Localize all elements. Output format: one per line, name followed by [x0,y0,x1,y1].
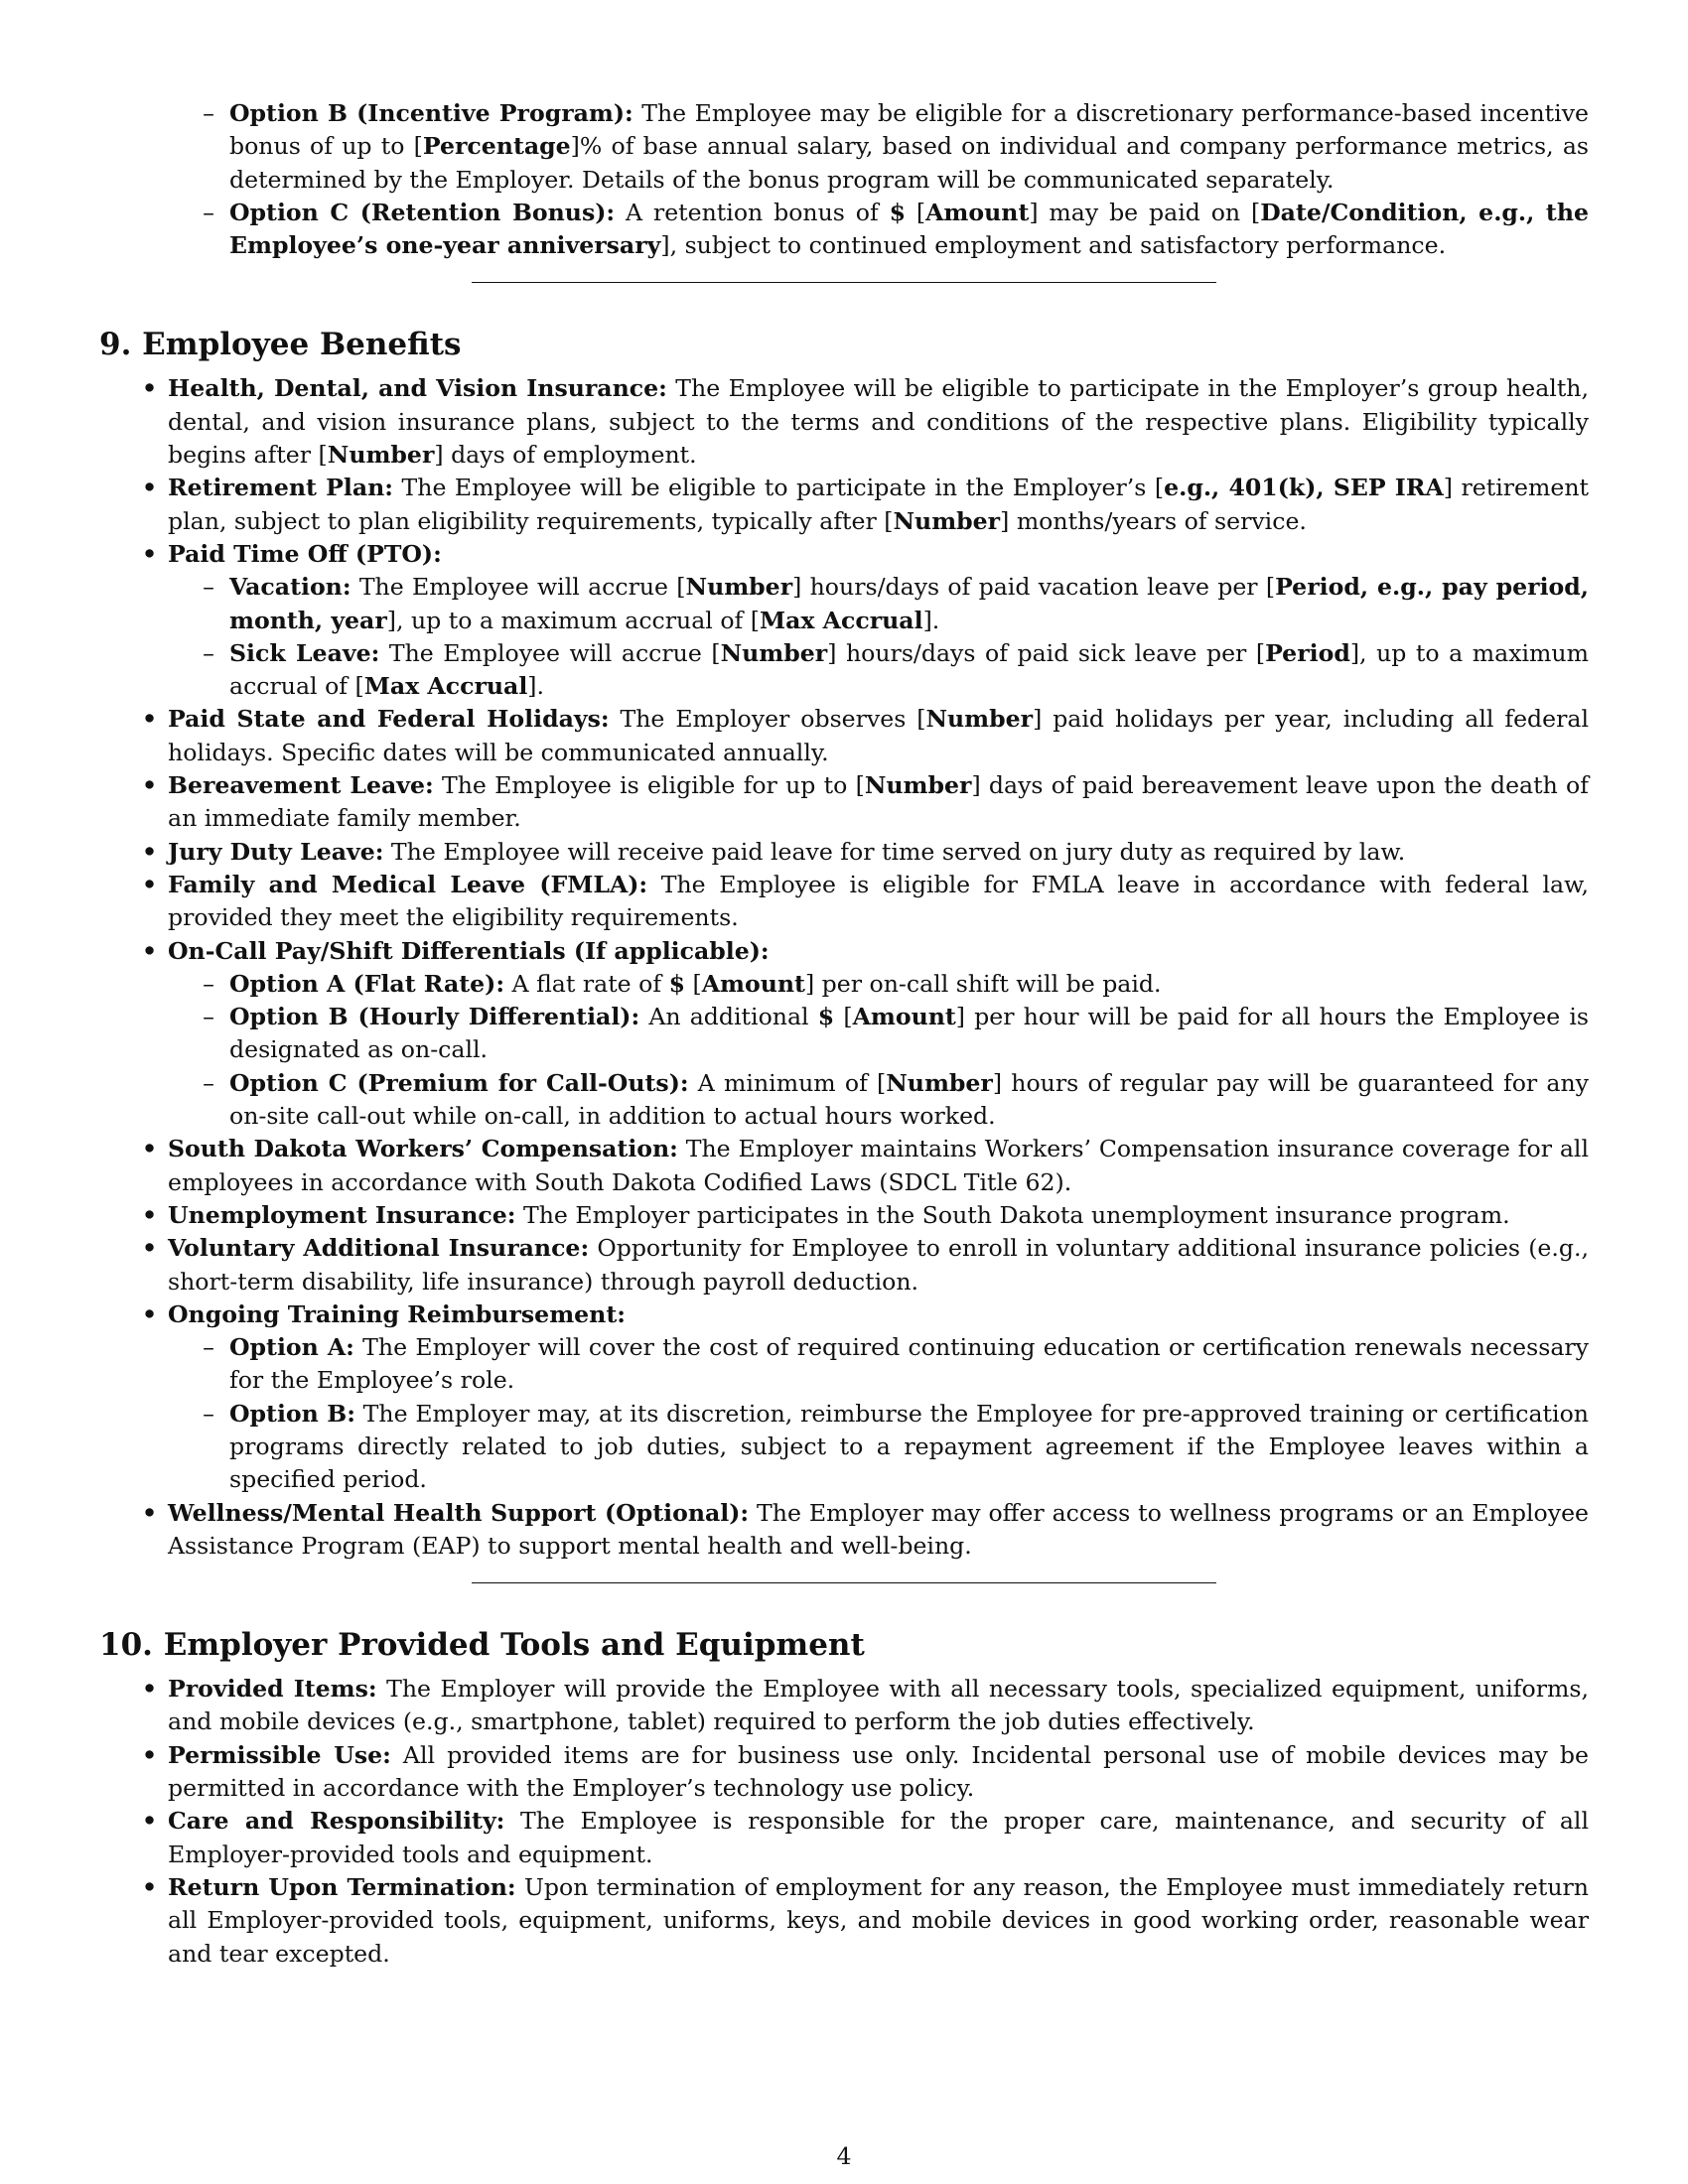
item-lead: Return Upon Termination: [168,1872,516,1901]
item-text: The Employer maintains Workers’ Compensation insurance coverage for all employees in accordance with South Dakota Codified Laws (SDCL Title 62). [168,1135,1590,1196]
dash-marker: – [203,1399,214,1428]
placeholder-field: Number [685,573,793,602]
item-text: The Employee will be eligible to participate in the Employer’s group health, dental, and vision insurance plans, subject to the terms and conditions of the respective plans. Eligibility typically begins after [ [168,374,1589,470]
item-text: The Employee is eligible for up to [ [433,771,865,800]
item-text: ] hours of regular pay will be guaranteed for any on-site call-out while on-call, in addition to actual hours worked. [229,1068,1589,1131]
bullet-marker: • [142,1807,158,1836]
employee-benefits-list [99,372,1589,1563]
item-text: The Employee will be eligible to participate in the Employer’s [ [393,474,1165,502]
bullet-marker: • [142,771,158,800]
item-text: The Employee will accrue [ [351,573,686,602]
item-lead: Voluntary Additional Insurance: [168,1234,590,1263]
item-text: ], up to a maximum accrual of [ [386,606,760,634]
item-text: ], subject to continued employment and satisfactory performance. [660,231,1447,260]
section-10-heading: 10. Employer Provided Tools and Equipment [99,1627,865,1664]
bullet-marker: • [142,1135,158,1163]
item-text: ] paid holidays per year, including all federal holidays. Specific dates will be communicated annually. [168,705,1589,766]
sub-list-item [203,1001,1589,1067]
bullet-marker: • [142,837,158,866]
bullet-marker: • [142,374,158,403]
item-lead: Vacation: [229,573,352,602]
placeholder-field: Amount [852,1003,956,1031]
placeholder-field: Number [893,506,1001,535]
dash-marker: – [203,1003,214,1031]
list-item [142,372,1589,472]
item-text: A retention bonus of [615,198,890,226]
list-item [142,1497,1589,1564]
dash-marker: – [203,969,214,998]
placeholder-field: Number [327,441,435,470]
item-text: The Employer may, at its discretion, reimburse the Employee for pre-approved training or certification programs directly related to job duties, subject to a repayment agreement if the Employee leaves within a specified period. [229,1399,1589,1494]
list-item [142,1805,1589,1871]
item-lead: Health, Dental, and Vision Insurance: [168,374,667,403]
item-text: ]. [922,606,940,634]
item-lead: Paid Time Off (PTO): [168,539,442,568]
item-lead: Paid State and Federal Holidays: [168,705,610,734]
item-text: The Employee may be eligible for a discretionary performance-based incentive bonus of up to [ [229,99,1589,161]
dash-marker: – [203,1333,214,1362]
list-item [142,1871,1589,1971]
bullet-marker: • [142,539,158,568]
placeholder-field: Amount [701,969,805,998]
bullet-marker: • [142,1498,158,1527]
item-lead: Option A: [229,1333,354,1362]
dash-marker: – [203,99,214,127]
item-text: All provided items are for business use only. Incidental personal use of mobile devices may be permitted in accordance with the Employer’s technology use policy. [168,1740,1589,1803]
item-lead: Care and Responsibility: [168,1807,505,1836]
item-lead: Sick Leave: [229,638,380,667]
placeholder-field: Number [720,638,828,667]
placeholder-field: Max Accrual [363,672,528,701]
list-item [142,1739,1589,1806]
item-text: The Employer may offer access to wellness programs or an Employee Assistance Program (EAP) to support mental health and well-being. [168,1498,1589,1560]
item-text: ], up to a maximum accrual of [ [229,638,1589,701]
item-lead: Option C (Retention Bonus): [229,198,616,226]
dash-marker: – [203,198,214,226]
item-text: [ [834,1003,853,1031]
item-text: An additional [639,1003,818,1031]
item-text: The Employee is responsible for the proper care, maintenance, and security of all Employer-provided tools and equipment. [168,1807,1589,1868]
item-lead: Permissible Use: [168,1740,391,1769]
sub-list-item [203,97,1589,197]
page-number: 4 [836,2142,852,2170]
item-lead: South Dakota Workers’ Compensation: [168,1135,678,1163]
placeholder-field: Number [886,1068,993,1097]
item-lead: Option B (Incentive Program): [229,99,633,127]
item-text: ] per on-call shift will be paid. [804,969,1162,998]
item-lead: Option A (Flat Rate): [229,969,505,998]
placeholder-field: Date/Condition, e.g., the Employee’s one-year anniversary [229,198,1589,260]
item-text: ] retirement plan, subject to plan eligibility requirements, typically after [ [168,474,1589,535]
item-text: The Employee will receive paid leave for time served on jury duty as required by law. [383,837,1406,866]
tools-equipment-list [99,1673,1589,1971]
item-text: [ [906,198,926,226]
item-text: ] months/years of service. [1000,506,1307,535]
item-lead: Unemployment Insurance: [168,1200,516,1229]
bullet-marker: • [142,705,158,734]
placeholder-field: Percentage [422,132,571,161]
sub-list-item [203,637,1589,704]
bullet-marker: • [142,936,158,965]
item-text: The Employee will accrue [ [379,638,721,667]
sub-list-item [203,1067,1589,1134]
list-item [142,935,1589,968]
item-text: [ [685,969,702,998]
list-item [142,703,1589,769]
list-item [142,538,1589,571]
sub-list-item [203,197,1589,263]
item-lead: Jury Duty Leave: [168,837,384,866]
item-lead: Ongoing Training Reimbursement: [168,1299,626,1328]
placeholder-field: Number [925,705,1034,734]
item-text: ] may be paid on [ [1029,198,1261,226]
item-text: The Employer observes [ [609,705,926,734]
sub-list-item [203,968,1589,1001]
item-text: ] days of employment. [434,441,697,470]
item-text: ] per hour will be paid for all hours the Employee is designated as on-call. [229,1003,1589,1064]
list-item [142,769,1589,836]
item-text: ] days of paid bereavement leave upon the death of an immediate family member. [168,771,1589,833]
item-text: The Employer will cover the cost of required continuing education or certification renewals necessary for the Employee’s role. [229,1333,1589,1395]
placeholder-field: e.g., 401(k), SEP IRA [1164,474,1444,502]
item-text: Opportunity for Employee to enroll in voluntary additional insurance policies (e.g., short-term disability, life insurance) through payroll deduction. [168,1234,1589,1296]
sub-list-item [203,1331,1589,1398]
item-text: ] hours/days of paid vacation leave per [ [792,573,1276,602]
list-item [142,1298,1589,1331]
placeholder-field: Period [1265,638,1350,667]
list-item [142,472,1589,538]
item-lead: Provided Items: [168,1675,377,1704]
dash-marker: – [203,638,214,667]
list-item [142,1133,1590,1199]
bullet-marker: • [142,1675,158,1704]
placeholder-field: Max Accrual [760,606,923,634]
item-lead: Bereavement Leave: [168,771,434,800]
placeholder-field: Amount [925,198,1030,226]
sub-list-item [203,1398,1589,1497]
bullet-marker: • [142,1299,158,1328]
item-lead: Option B (Hourly Differential): [229,1003,640,1031]
section-9-heading: 9. Employee Benefits [99,327,462,363]
item-text: Upon termination of employment for any reason, the Employee must immediately return all Employer-provided tools, equipment, uniforms, keys, and mobile devices in good working order, reasonable wear and tear excepted. [168,1872,1589,1968]
bullet-marker: • [142,474,158,502]
bullet-marker: • [142,1740,158,1769]
placeholder-field: $ [889,198,907,226]
item-text: The Employer participates in the South Dakota unemployment insurance program. [515,1200,1510,1229]
list-item [142,869,1589,935]
list-item [142,836,1589,869]
item-lead: Option B: [229,1399,355,1428]
item-text: A minimum of [ [688,1068,887,1097]
item-lead: Retirement Plan: [168,474,394,502]
list-item [142,1232,1589,1298]
dash-marker: – [203,1068,214,1097]
bullet-marker: • [142,870,158,898]
item-lead: On-Call Pay/Shift Differentials (If applicable): [168,936,770,965]
bullet-marker: • [142,1872,158,1901]
document-page [99,97,1589,1971]
item-text: The Employer will provide the Employee with all necessary tools, specialized equipment, uniforms, and mobile devices (e.g., smartphone, tablet) required to perform the job duties effectively. [168,1675,1589,1736]
dash-marker: – [203,573,214,602]
sub-list-item [203,571,1589,637]
item-text: ]% of base annual salary, based on individual and company performance metrics, as determined by the Employer. Details of the bonus program will be communicated separately. [229,132,1589,194]
item-text: A flat rate of [504,969,669,998]
placeholder-field: Number [864,771,972,800]
bonus-options-list [99,97,1589,262]
placeholder-field: Period, e.g., pay period, month, year [229,573,1589,634]
list-item [142,1199,1589,1232]
item-lead: Option C (Premium for Call-Outs): [229,1068,689,1097]
bullet-marker: • [142,1200,158,1229]
item-text: ]. [527,672,545,701]
list-item [142,1673,1589,1739]
item-text: The Employee is eligible for FMLA leave in accordance with federal law, provided they meet the eligibility requirements. [168,870,1589,932]
item-text: ] hours/days of paid sick leave per [ [827,638,1266,667]
placeholder-field: $ [668,969,686,998]
item-lead: Wellness/Mental Health Support (Optional): [168,1498,750,1527]
bullet-marker: • [142,1234,158,1263]
item-lead: Family and Medical Leave (FMLA): [168,870,648,898]
placeholder-field: $ [817,1003,835,1031]
